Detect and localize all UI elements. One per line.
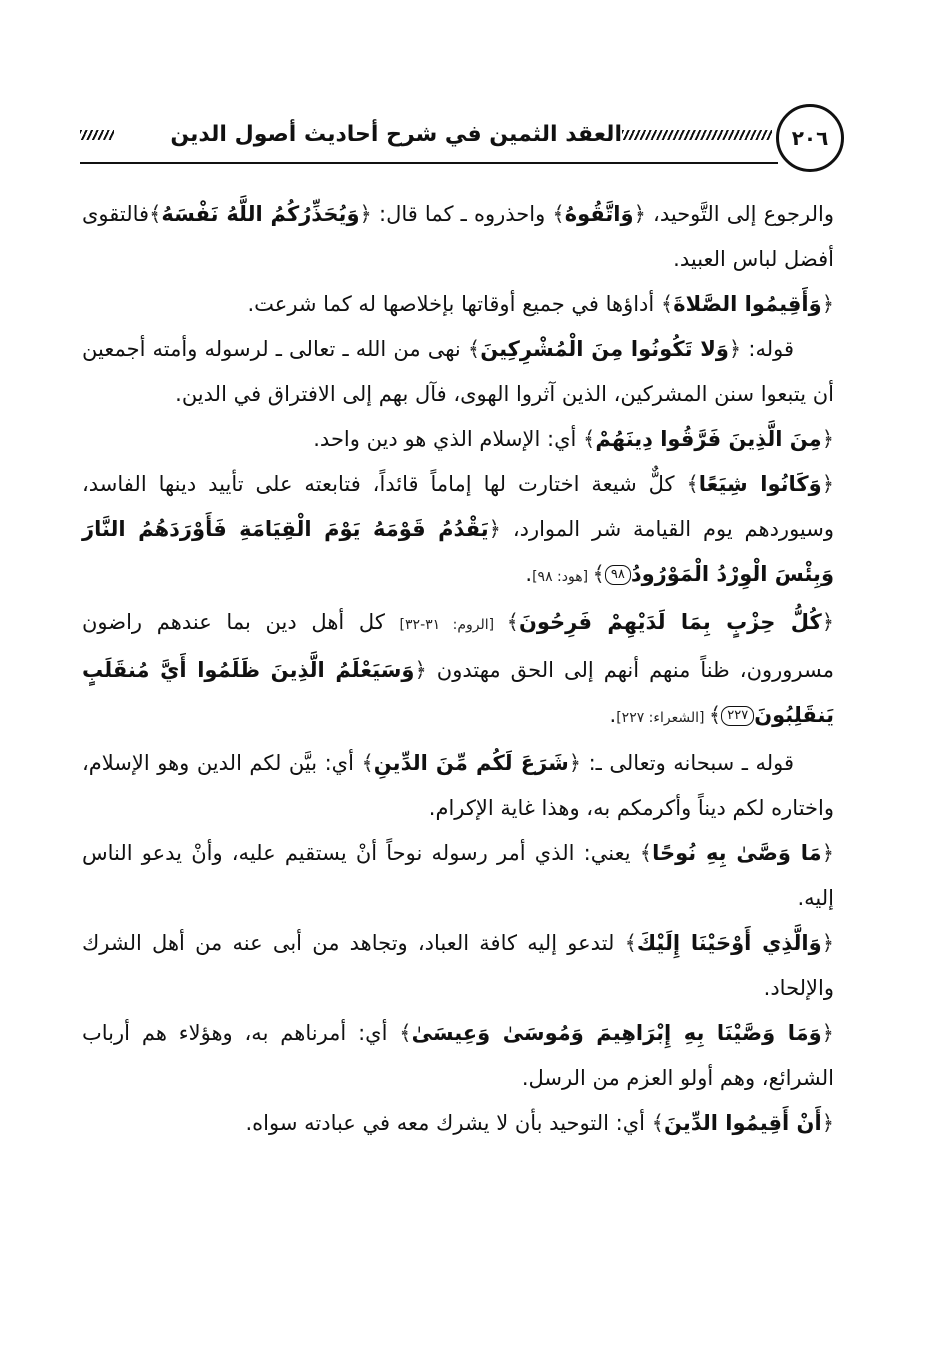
page-header (80, 100, 844, 180)
quran-quote: وَيُحَذِّرُكُمُ اللَّهُ نَفْسَهُ (161, 202, 360, 226)
quran-quote: وَالَّذِي أَوْحَيْنَا إِلَيْكَ (636, 931, 822, 955)
ornate-bracket: ﴾ (624, 931, 637, 955)
ornate-bracket: ﴿ (821, 472, 834, 496)
quran-quote: أَنْ أَقِيمُوا الدِّينَ (663, 1111, 822, 1135)
running-title: العقد الثمين في شرح أحاديث أصول الدين (170, 122, 622, 147)
ornate-bracket: ﴾ (660, 292, 674, 316)
citation-ref: [الشعراء: ٢٢٧] (616, 710, 709, 726)
header-rule (80, 162, 778, 164)
header-ornament-right (622, 130, 772, 140)
ornate-bracket: ﴾ (686, 472, 699, 496)
body-text: . (525, 562, 533, 586)
paragraph (82, 192, 834, 282)
ornate-bracket: ﴾ (399, 1021, 412, 1045)
paragraph (82, 1011, 834, 1101)
body-text: أي: الإسلام الذي هو دين واحد. (313, 427, 584, 451)
body-text: نهى من الله ـ تعالى ـ لرسوله وأمته أجمعين أن يتبعوا سنن المشركين، الذين آثروا الهوى، فآل بهم إلى الافتراق في الدين. (82, 337, 834, 406)
body-text: كلٌّ شيعة اختارت لها إماماً قائداً، فتابعته على تأييد دينها الفاسد، وسيوردهم يوم القيامة شر الموارد، (82, 472, 834, 541)
ornate-bracket: ﴿ (821, 427, 834, 451)
paragraph (82, 741, 834, 831)
paragraph (82, 417, 834, 462)
paragraph (82, 921, 834, 1011)
body-text: أداؤها في جميع أوقاتها بإخلاصها له كما شرعت. (247, 292, 661, 316)
ornate-bracket: ﴿ (821, 1021, 834, 1045)
verse-number: ٩٨ (605, 565, 631, 585)
paragraph (82, 1101, 834, 1146)
ornate-bracket: ﴾ (467, 337, 481, 361)
ornate-bracket: ﴾ (708, 703, 722, 727)
ornate-bracket: ﴾ (361, 751, 374, 775)
body-text: لتدعو إليه كافة العباد، وتجاهد من أبى عنه من أهل الشرك والإلحاد. (82, 931, 834, 1000)
body-text: أي: بيَّن لكم الدين وهو الإسلام، واختاره لكم ديناً وأكرمكم به، وهذا غاية الإكرام. (82, 751, 834, 820)
paragraph (82, 600, 834, 741)
ornate-bracket: ﴿ (728, 337, 742, 361)
ornate-bracket: ﴿ (821, 292, 834, 316)
paragraph (82, 282, 834, 327)
quran-quote: وَمَا وَصَّيْنَا بِهِ إِبْرَاهِيمَ وَمُوسَىٰ وَعِيسَىٰ (411, 1021, 822, 1045)
quran-quote: كُلُّ حِزْبٍ بِمَا لَدَيْهِمْ فَرِحُونَ (518, 610, 822, 634)
body-text: أي: أمرناهم به، وهؤلاء هم أرباب الشرائع، وهم أولو العزم من الرسل. (82, 1021, 834, 1090)
body-text: يعني: الذي أمر رسوله نوحاً أنْ يستقيم عليه، وأنْ يدعو الناس إليه. (82, 841, 834, 910)
body-text: . (609, 703, 617, 727)
ornate-bracket: ﴿ (633, 202, 646, 226)
quran-quote: وَسَيَعْلَمُ الَّذِينَ ظَلَمُوا أَيَّ مُنقَلَبٍ يَنقَلِبُونَ (82, 658, 834, 727)
quran-quote: مِنَ الَّذِينَ فَرَّقُوا دِينَهُمْ (595, 427, 822, 451)
quran-quote: شَرَعَ لَكُم مِّنَ الدِّينِ (373, 751, 569, 775)
ornate-bracket: ﴾ (639, 841, 653, 865)
body-text: أي: التوحيد بأن لا يشرك معه في عبادته سواه. (245, 1111, 652, 1135)
body-text: واحذروه ـ كما قال: (371, 202, 553, 226)
quran-quote: وَكَانُوا شِيَعًا (698, 472, 822, 496)
ornate-bracket: ﴿ (568, 751, 582, 775)
header-ornament-left (80, 130, 114, 140)
ornate-bracket: ﴿ (488, 517, 501, 541)
ornate-bracket: ﴿ (821, 610, 834, 634)
quran-quote: يَقْدُمُ قَوْمَهُ يَوْمَ الْقِيَامَةِ فَأَوْرَدَهُمُ النَّارَ وَبِئْسَ الْوِرْدُ الْمَوْرُودُ (82, 517, 834, 586)
ornate-bracket: ﴿ (414, 658, 427, 682)
paragraph (82, 831, 834, 921)
citation-ref: [هود: ٩٨] (532, 569, 593, 585)
body-text: والرجوع إلى التَّوحيد، (645, 202, 834, 226)
body-text: قوله ـ سبحانه وتعالى ـ: (581, 751, 794, 775)
ornate-bracket: ﴾ (583, 427, 596, 451)
ornate-bracket: ﴾ (552, 202, 565, 226)
body-text: فالتقوى أفضل لباس العبيد. (82, 202, 834, 271)
verse-number: ٢٢٧ (721, 706, 754, 726)
ornate-bracket: ﴿ (821, 841, 834, 865)
quran-quote: وَلا تَكُونُوا مِنَ الْمُشْرِكِينَ (480, 337, 729, 361)
citation-ref: [الروم: ٣١-٣٢] (399, 617, 507, 633)
quran-quote: وَاتَّقُوهُ (564, 202, 634, 226)
ornate-bracket: ﴾ (149, 202, 162, 226)
ornate-bracket: ﴿ (359, 202, 372, 226)
ornate-bracket: ﴾ (592, 562, 605, 586)
paragraph (82, 327, 834, 417)
body-text: قوله: (741, 337, 794, 361)
ornate-bracket: ﴾ (651, 1111, 664, 1135)
ornate-bracket: ﴿ (821, 1111, 834, 1135)
body-text: كل أهل دين بما عندهم راضون مسرورون، ظناً منهم أنهم إلى الحق مهتدون (82, 610, 834, 682)
page-body (82, 192, 834, 1146)
quran-quote: وَأَقِيمُوا الصَّلاةَ (673, 292, 822, 316)
quran-quote: مَا وَصَّىٰ بِهِ نُوحًا (652, 841, 822, 865)
ornate-bracket: ﴾ (506, 610, 519, 634)
page-number: ٢٠٦ (776, 104, 844, 172)
paragraph (82, 462, 834, 600)
ornate-bracket: ﴿ (821, 931, 834, 955)
